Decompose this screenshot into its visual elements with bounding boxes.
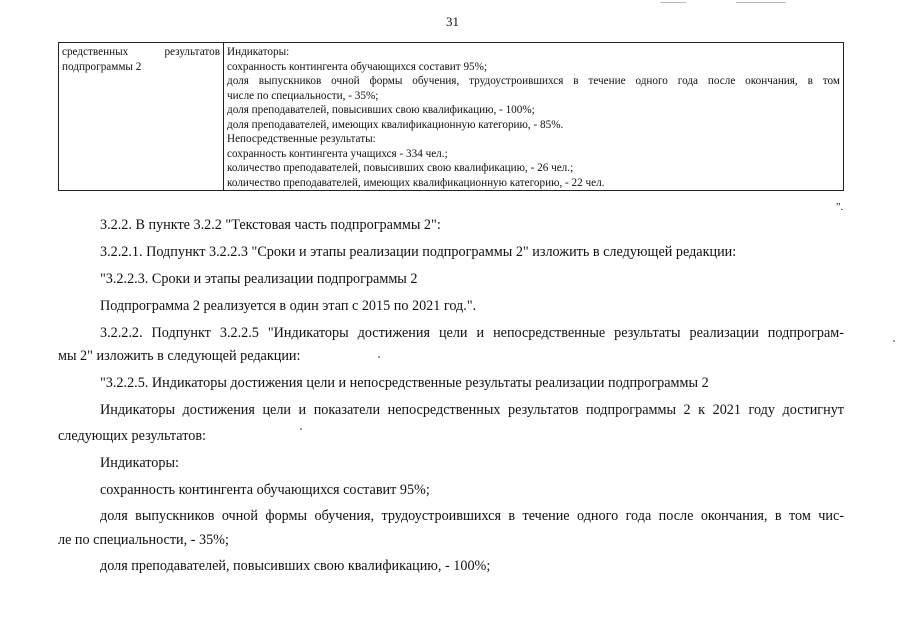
page-number: 31 [446,14,459,29]
cell-line: количество преподавателей, повысивших свою квалификацию, - 26 чел.; [227,162,574,174]
cell-line: числе по специальности, - 35%; [227,89,379,102]
scan-mark [660,2,686,3]
paragraph: 3.2.2.2. Подпункт 3.2.2.5 "Индикаторы достижения цели и непосредственные результаты реализации подпрограм- [100,325,844,341]
paragraph: доля выпускников очной формы обучения, трудоустроившихся в течение одного года после окончания, в том чис- [100,508,844,524]
paragraph: "3.2.2.3. Сроки и этапы реализации подпрограммы 2 [100,271,418,287]
scan-speck [300,428,302,430]
cell-line: сохранность контингента учащихся - 334 чел.; [227,147,448,160]
closing-quote: ". [836,201,844,213]
paragraph: "3.2.2.5. Индикаторы достижения цели и непосредственные результаты реализации подпрограммы 2 [100,375,709,391]
cell-line: доля преподавателей, повысивших свою квалификацию, - 100%; [227,104,535,116]
paragraph: 3.2.2. В пункте 3.2.2 "Текстовая часть подпрограммы 2": [100,217,441,233]
paragraph: Индикаторы: [100,455,179,471]
paragraph-continuation: ле по специальности, - 35%; [58,532,229,548]
paragraph: Подпрограмма 2 реализуется в один этап с 2015 по 2021 год.". [100,298,477,314]
cell-line: сохранность контингента обучающихся составит 95%; [227,60,488,73]
table-cell-content [224,43,844,191]
scan-mark [736,2,786,3]
cell-line: количество преподавателей, имеющих квалификационную категорию, - 22 чел. [227,176,605,189]
cell-text: подпрограммы 2 [62,60,142,73]
cell-line: Непосредственные результаты: [227,133,376,145]
scan-speck [378,356,380,358]
paragraph: сохранность контингента обучающихся составит 95%; [100,482,430,498]
table-cell-label [59,43,224,191]
results-table [58,42,844,191]
paragraph: 3.2.2.1. Подпункт 3.2.2.3 "Сроки и этапы реализации подпрограммы 2" изложить в следующей редакции: [100,244,737,260]
scan-speck [893,340,895,342]
paragraph-continuation: мы 2" изложить в следующей редакции: [58,348,301,364]
cell-text: средственных результатов [62,46,220,58]
table-row [59,43,844,191]
paragraph-continuation: следующих результатов: [58,428,206,444]
paragraph: Индикаторы достижения цели и показатели непосредственных результатов подпрограммы 2 к 2021 году достигнут [100,402,844,418]
cell-line: Индикаторы: [227,46,290,58]
cell-line: доля преподавателей, имеющих квалификационную категорию, - 85%. [227,118,564,131]
cell-line: доля выпускников очной формы обучения, трудоустроившихся в течение одного года после окончания, в том [227,75,840,87]
paragraph: доля преподавателей, повысивших свою квалификацию, - 100%; [100,558,491,574]
